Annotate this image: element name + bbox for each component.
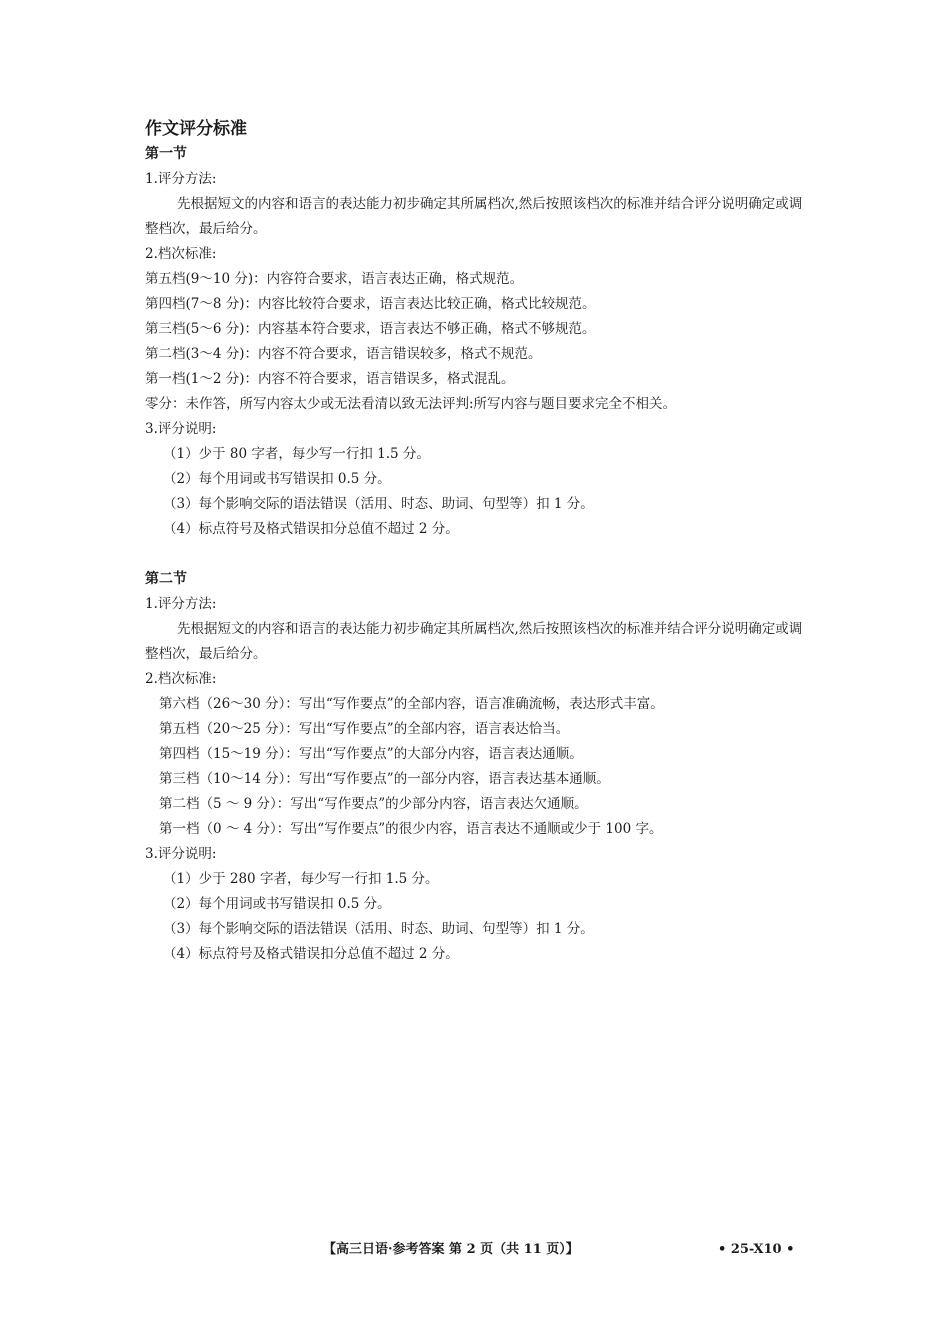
section-1-heading: 第一节 [145,146,187,162]
document-body [145,116,815,967]
section-2-grade-6: 第六档（26～30 分）：写出“写作要点”的全部内容，语言准确流畅，表达形式丰富。 [159,696,664,712]
section-1-grade-0: 零分：未作答，所写内容太少或无法看清以致无法评判:所写内容与题目要求完全不相关。 [145,396,677,412]
section-1-method-label: 1.评分方法: [145,171,217,187]
document-title: 作文评分标准 [145,119,247,139]
section-2-note-4: （4）标点符号及格式错误扣分总值不超过 2 分。 [163,946,459,962]
section-1-method-text: 先根据短文的内容和语言的表达能力初步确定其所属档次,然后按照该档次的标准并结合评分说明确定或调整档次，最后给分。 [145,196,803,237]
section-2-note-2: （2）每个用词或书写错误扣 0.5 分。 [163,896,391,912]
section-1-grade-4: 第四档(7～8 分)：内容比较符合要求，语言表达比较正确，格式比较规范。 [145,296,596,312]
section-2-grade-4: 第四档（15～19 分）：写出“写作要点”的大部分内容，语言表达通顺。 [159,746,583,762]
section-1-note-3: （3）每个影响交际的语法错误（活用、时态、助词、句型等）扣 1 分。 [163,496,594,512]
section-1 [145,142,815,542]
section-2-method-text: 先根据短文的内容和语言的表达能力初步确定其所属档次,然后按照该档次的标准并结合评分说明确定或调整档次，最后给分。 [145,621,803,662]
section-1-grade-3: 第三档(5～6 分)：内容基本符合要求，语言表达不够正确，格式不够规范。 [145,321,596,337]
section-2-notes-label: 3.评分说明: [145,846,217,862]
section-1-grades-label: 2.档次标准: [145,246,217,262]
section-2-grade-1: 第一档（0 ～ 4 分）：写出“写作要点”的很少内容，语言表达不通顺或少于 100 字。 [159,821,663,837]
section-1-grade-2: 第二档(3～4 分)：内容不符合要求，语言错误较多，格式不规范。 [145,346,542,362]
section-2-grade-3: 第三档（10～14 分）：写出“写作要点”的一部分内容，语言表达基本通顺。 [159,771,610,787]
section-1-notes-label: 3.评分说明: [145,421,217,437]
section-2-method-label: 1.评分方法: [145,596,217,612]
section-1-note-1: （1）少于 80 字者，每少写一行扣 1.5 分。 [163,446,430,462]
section-2 [145,567,815,967]
footer-code: • 25-X10 • [718,1242,795,1257]
section-2-note-1: （1）少于 280 字者，每少写一行扣 1.5 分。 [163,871,439,887]
section-1-grade-5: 第五档(9～10 分)：内容符合要求，语言表达正确，格式规范。 [145,271,524,287]
section-1-note-4: （4）标点符号及格式错误扣分总值不超过 2 分。 [163,521,459,537]
section-2-grades-label: 2.档次标准: [145,671,217,687]
section-1-note-2: （2）每个用词或书写错误扣 0.5 分。 [163,471,391,487]
section-2-grade-5: 第五档（20～25 分）：写出“写作要点”的全部内容，语言表达恰当。 [159,721,570,737]
footer-page-info: 【高三日语·参考答案 第 2 页（共 11 页）】 [323,1242,579,1257]
section-2-grade-2: 第二档（5 ～ 9 分）：写出“写作要点”的少部分内容，语言表达欠通顺。 [159,796,588,812]
section-2-note-3: （3）每个影响交际的语法错误（活用、时态、助词、句型等）扣 1 分。 [163,921,594,937]
section-spacer [145,542,815,567]
section-2-heading: 第二节 [145,571,187,587]
section-1-grade-1: 第一档(1～2 分)：内容不符合要求，语言错误多，格式混乱。 [145,371,515,387]
